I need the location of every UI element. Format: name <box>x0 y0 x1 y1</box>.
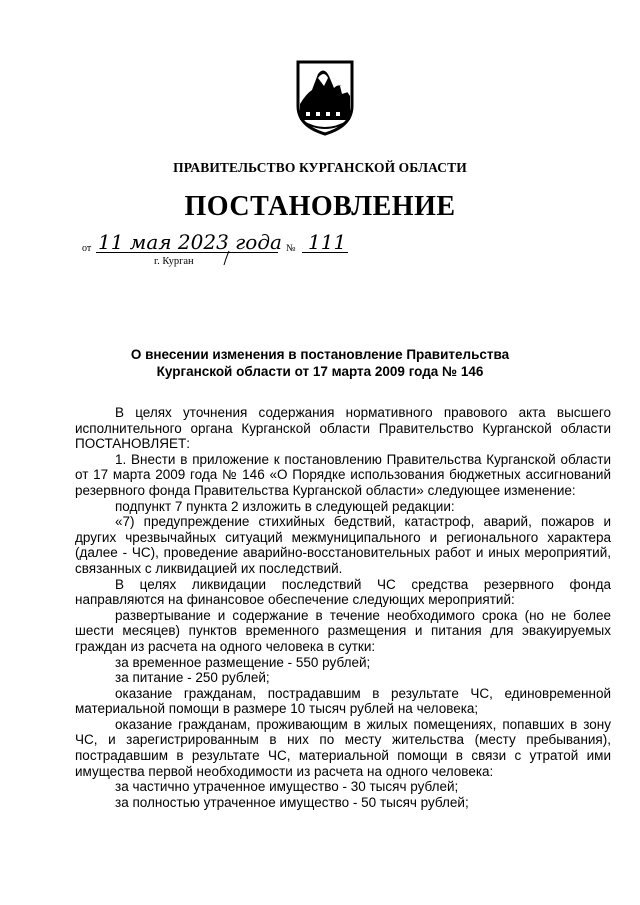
paragraph: за полностью утраченное имущество - 50 тысяч рублей; <box>115 794 469 810</box>
date-underline <box>96 252 278 253</box>
city-label: г. Курган <box>154 256 194 267</box>
paragraph: за временное размещение - 550 рублей; <box>115 654 371 670</box>
number-underline <box>302 252 348 253</box>
paragraph: развертывание и содержание в течение необходимого срока (но не более шести месяцев) пунктов временного размещения и питания для эвакуируемых граждан из расчета на одного человека в сутки: <box>75 607 611 654</box>
paragraph: за частично утраченное имущество - 30 тысяч рублей; <box>115 779 459 795</box>
heading-line-2: Курганской области от 17 марта 2009 года № 146 <box>156 364 484 379</box>
document-heading <box>60 346 580 380</box>
paragraph: В целях уточнения содержания нормативного правового акта высшего исполнительного органа Курганской области Правительство Курганской области ПОСТАНОВЛЯЕТ: <box>75 405 611 452</box>
number-label: № <box>286 243 296 254</box>
coat-of-arms-icon <box>296 60 354 136</box>
handwritten-stroke-icon <box>222 250 232 266</box>
paragraph: оказание гражданам, проживающим в жилых помещениях, попавших в зону ЧС, и зарегистрированным в них по месту жительства (месту пребывания), пострадавшим в результате ЧС, материальной помощи в связи с утратой ими имущества первой необходимости из расчета на одного человека: <box>75 716 611 779</box>
handwritten-date: 11 мая 2023 года <box>98 230 282 254</box>
document-type: ПОСТАНОВЛЕНИЕ <box>184 191 456 222</box>
handwritten-number: 111 <box>308 230 347 254</box>
paragraph: «7) предупреждение стихийных бедствий, катастроф, аварий, пожаров и других чрезвычайных ситуаций межмуниципального и регионального характера (далее - ЧС), проведение аварийно-восстановительных работ и иных мероприятий, связанных с ликвидацией их последствий. <box>75 514 611 576</box>
paragraph: 1. Внести в приложение к постановлению Правительства Курганской области от 17 марта 2009 года № 146 «О Порядке использования бюджетных ассигнований резервного фонда Правительства Курганской области» следующее изменение: <box>75 451 611 498</box>
document-body <box>75 405 611 810</box>
date-number-line <box>82 232 382 258</box>
government-title: ПРАВИТЕЛЬСТВО КУРГАНСКОЙ ОБЛАСТИ <box>173 160 467 175</box>
paragraph: за питание - 250 рублей; <box>115 670 270 686</box>
paragraph: В целях ликвидации последствий ЧС средства резервного фонда направляются на финансовое обеспечение следующих мероприятий: <box>75 576 611 608</box>
date-from-label: от <box>82 243 92 254</box>
heading-line-1: О внесении изменения в постановление Правительства <box>130 347 510 362</box>
paragraph: подпункт 7 пункта 2 изложить в следующей редакции: <box>115 498 455 514</box>
paragraph: оказание гражданам, пострадавшим в результате ЧС, единовременной материальной помощи в размере 10 тысяч рублей на человека; <box>75 685 611 717</box>
